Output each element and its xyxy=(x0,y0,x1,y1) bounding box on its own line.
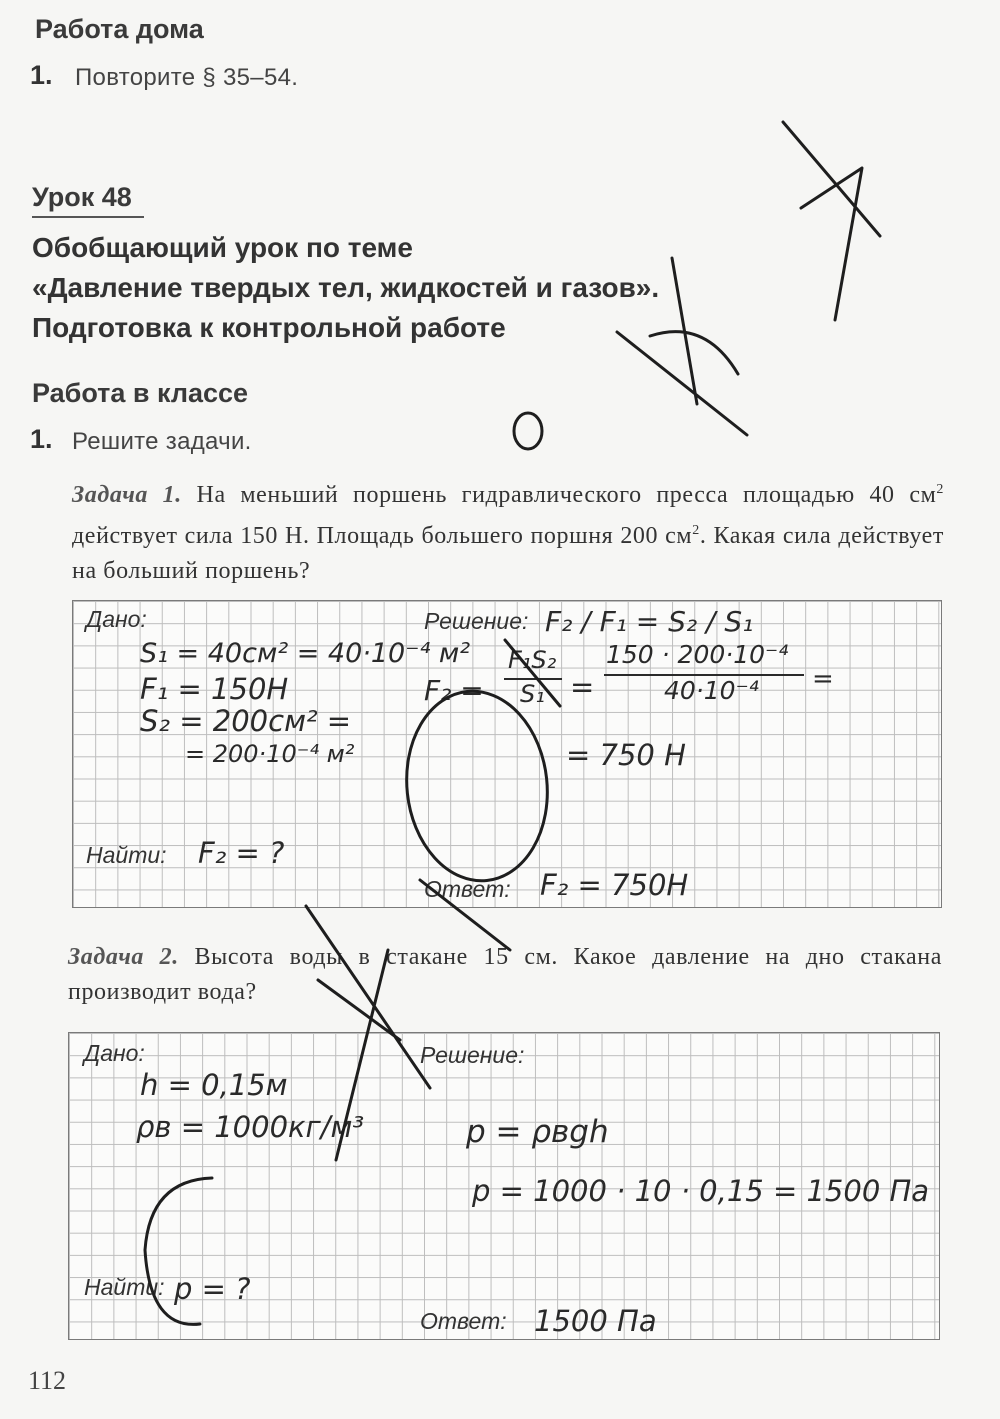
task2-text-body: Высота воды в стакане 15 см. Какое давление на дно стакана производит вода? xyxy=(68,944,942,1005)
task1-fraction-eq: = xyxy=(570,670,595,704)
task2-answer-value: 1500 Па xyxy=(534,1304,657,1338)
task1-calc-eq: = xyxy=(812,664,834,694)
task2-calc: p = 1000 · 10 · 0,15 = 1500 Па xyxy=(472,1174,930,1208)
task1-text-part1: На меньший поршень гидравлического пресса площадью 40 см xyxy=(181,482,937,508)
homework-item-text: Повторите § 35–54. xyxy=(75,64,299,91)
task2-given-label: Дано: xyxy=(84,1040,145,1066)
lesson-topic-line-1: Обобщающий урок по теме xyxy=(32,232,413,263)
homework-item-number: 1. xyxy=(30,60,53,90)
task1-formula: F₂ / F₁ = S₂ / S₁ xyxy=(545,605,754,638)
task1-calc-num: 150 · 200·10⁻⁴ xyxy=(606,640,789,669)
page-number: 112 xyxy=(28,1366,67,1395)
task2-solution-label: Решение: xyxy=(420,1042,525,1068)
task2-given-h: h = 0,15м xyxy=(140,1068,288,1102)
task1-label: Задача 1. xyxy=(72,482,182,508)
task1-result: = 750 Н xyxy=(566,738,686,772)
task1-given-label: Дано: xyxy=(86,606,147,632)
task1-sup2: 2 xyxy=(692,523,700,538)
lesson-title: Урок 48 xyxy=(32,182,144,218)
task1-sup1: 2 xyxy=(936,482,944,497)
task1-find-value: F₂ = ? xyxy=(198,836,285,870)
watermark-stroke-i xyxy=(783,122,880,320)
watermark-stroke-o-small xyxy=(514,413,542,449)
task1-answer-label: Ответ: xyxy=(424,876,511,902)
task1-text xyxy=(72,472,944,589)
task1-fraction-lhs: F₂ = xyxy=(424,674,484,707)
classwork-item-number: 1. xyxy=(30,424,53,454)
task2-answer-label: Ответ: xyxy=(420,1308,507,1334)
lesson-topic-line-2: «Давление твердых тел, жидкостей и газов». xyxy=(32,272,660,303)
task1-answer-value: F₂ = 750Н xyxy=(540,868,689,902)
task2-text xyxy=(68,940,942,1010)
task2-formula: p = ρвgh xyxy=(466,1114,609,1150)
task1-calc-den: 40·10⁻⁴ xyxy=(664,676,759,705)
task1-find-label: Найти: xyxy=(86,842,167,868)
task2-given-rho: ρв = 1000кг/м³ xyxy=(136,1110,365,1144)
task1-given-s2-si: = 200·10⁻⁴ м² xyxy=(185,740,355,768)
task1-fraction-den: S₁ xyxy=(520,680,545,708)
task2-find-label: Найти: xyxy=(84,1274,165,1300)
task2-label: Задача 2. xyxy=(68,944,179,970)
task1-text-part2: действует сила 150 Н. Площадь большего поршня 200 см xyxy=(72,523,693,549)
classwork-title: Работа в классе xyxy=(32,378,249,408)
classwork-item-text: Решите задачи. xyxy=(72,428,252,455)
lesson-topic-line-3: Подготовка к контрольной работе xyxy=(32,312,506,343)
homework-title: Работа дома xyxy=(35,14,204,44)
task2-find-value: p = ? xyxy=(174,1272,251,1306)
task1-solution-label: Решение: xyxy=(424,608,529,634)
task1-given-s1: S₁ = 40см² = 40·10⁻⁴ м² xyxy=(140,638,471,669)
task1-given-f1: F₁ = 150Н xyxy=(140,672,289,706)
task1-given-s2: S₂ = 200см² = xyxy=(140,704,352,738)
task1-fraction-num: F₁S₂ xyxy=(508,646,557,674)
task1-text-part3: . Какая сила действует на больший поршень? xyxy=(72,523,944,584)
